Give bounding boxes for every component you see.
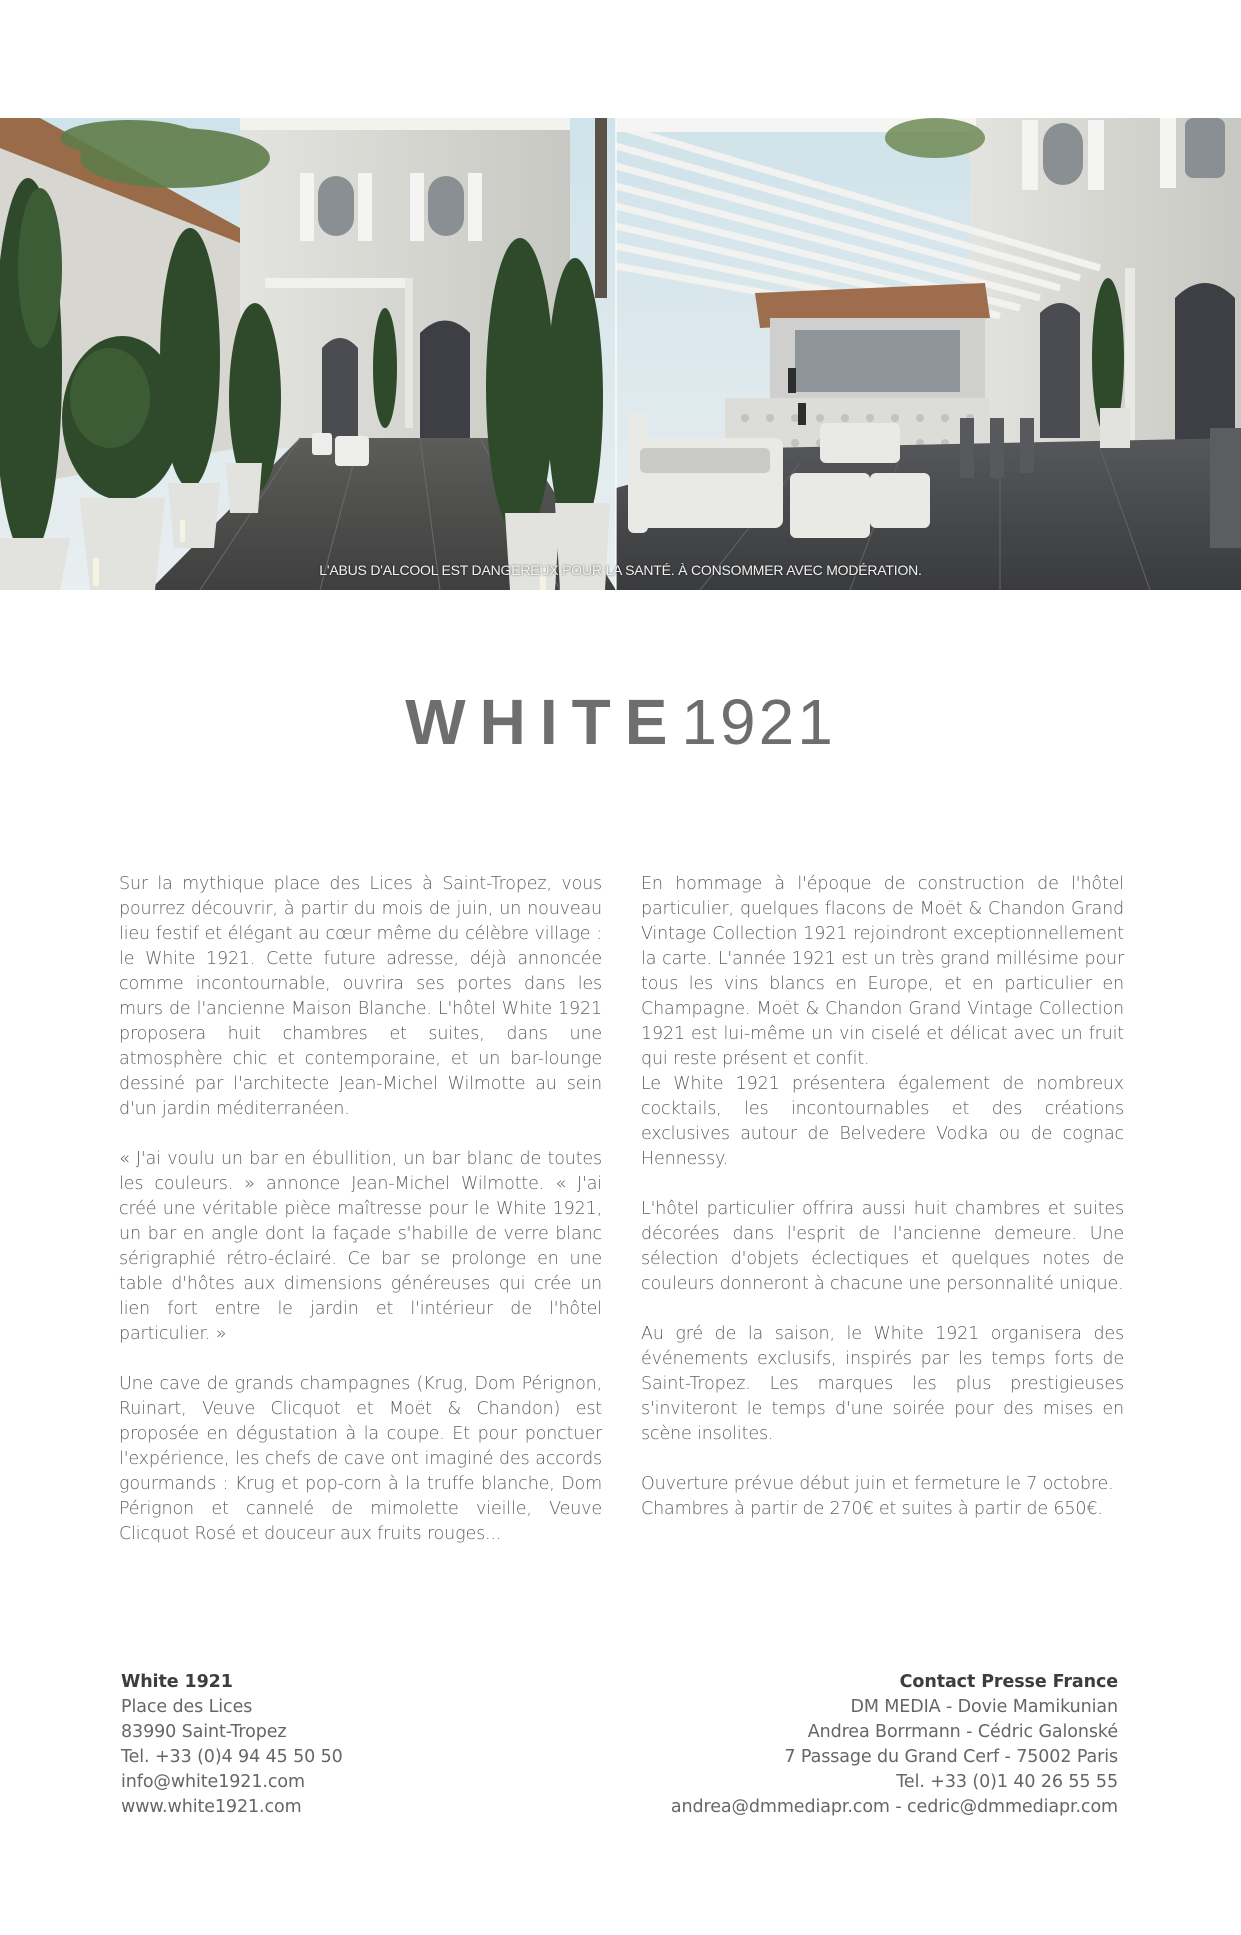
press-phone: Tel. +33 (0)1 40 26 55 55 xyxy=(896,1772,1118,1792)
hotel-email-link[interactable]: info@white1921.com xyxy=(121,1772,305,1792)
right-text-column xyxy=(641,872,1124,1547)
left-rendering xyxy=(0,118,616,590)
press-address: 7 Passage du Grand Cerf - 75002 Paris xyxy=(784,1747,1118,1767)
hotel-address-line1: Place des Lices xyxy=(121,1697,253,1717)
press-contact-heading: Contact Presse France xyxy=(899,1672,1118,1692)
page-title xyxy=(0,680,1241,764)
paragraph: Une cave de grands champagnes (Krug, Dom Pérignon, Ruinart, Veuve Clicquot et Moët & Chandon) est proposée en dégustation à la coupe. Et pour ponctuer l'expérience, les chefs de cave ont imaginé des accords gourmands : Krug et pop-corn à la truffe blanche, Dom Pérignon et cannelé de mimolette vieille, Veuve Clicquot Rosé et douceur aux fruits rouges... xyxy=(119,1374,602,1544)
alcohol-disclaimer: L'ABUS D'ALCOOL EST DANGEREUX POUR LA SANTÉ. À CONSOMMER AVEC MODÉRATION. xyxy=(319,562,922,578)
press-agency: DM MEDIA - Dovie Mamikunian xyxy=(850,1697,1118,1717)
press-contact-block xyxy=(671,1670,1118,1820)
press-email-links[interactable]: andrea@dmmediapr.com - cedric@dmmediapr.com xyxy=(670,1797,1118,1817)
hotel-address-line2: 83990 Saint-Tropez xyxy=(121,1722,287,1742)
paragraph: Le White 1921 présentera également de nombreux cocktails, les incontournables et des créations exclusives autour de Belvedere Vodka ou de cognac Hennessy. xyxy=(641,1074,1124,1169)
hero-photo-strip xyxy=(0,118,1241,590)
right-rendering xyxy=(616,118,1241,590)
opening-dates: Ouverture prévue début juin et fermeture le 7 octobre. xyxy=(641,1474,1114,1494)
title-white: WHITE xyxy=(405,686,682,758)
paragraph: Au gré de la saison, le White 1921 organisera des événements exclusifs, inspirés par les temps forts de Saint-Tropez. Les marques les plus prestigieuses s'inviteront le temps d'une soirée pour des mises en scène insolites. xyxy=(641,1324,1124,1444)
hotel-website-link[interactable]: www.white1921.com xyxy=(121,1797,302,1817)
paragraph: En hommage à l'époque de construction de l'hôtel particulier, quelques flacons de Moët & Chandon Grand Vintage Collection 1921 rejoindront exceptionnellement la carte. L'année 1921 est un très grand millésime pour tous les vins blancs en Europe, et en particulier en Champagne. Moët & Chandon Grand Vintage Collection 1921 est lui-même un vin ciselé et délicat avec un fruit qui reste présent et confit. xyxy=(641,874,1124,1069)
left-text-column xyxy=(119,872,602,1572)
hotel-phone: Tel. +33 (0)4 94 45 50 50 xyxy=(121,1747,343,1767)
paragraph: Sur la mythique place des Lices à Saint-Tropez, vous pourrez découvrir, à partir du mois de juin, un nouveau lieu festif et élégant au cœur même du célèbre village : le White 1921. Cette future adresse, déjà annoncée comme incontournable, ouvrira ses portes dans les murs de l'ancienne Maison Blanche. L'hôtel White 1921 proposera huit chambres et suites, dans une atmosphère chic et contemporaine, et un bar-lounge dessiné par l'architecte Jean-Michel Wilmotte au sein d'un jardin méditerranéen. xyxy=(119,874,602,1119)
title-year: 1921 xyxy=(681,686,836,758)
paragraph: L'hôtel particulier offrira aussi huit chambres et suites décorées dans l'esprit de l'ancienne demeure. Une sélection d'objets éclectiques et quelques notes de couleurs donneront à chacune une personnalité unique. xyxy=(641,1199,1124,1294)
hotel-contact-block xyxy=(121,1670,343,1820)
garden-terrace-renderings xyxy=(0,118,1241,590)
paragraph: « J'ai voulu un bar en ébullition, un bar blanc de toutes les couleurs. » annonce Jean-Michel Wilmotte. « J'ai créé une véritable pièce maîtresse pour le White 1921, un bar en angle dont la façade s'habille de verre blanc sérigraphié rétro-éclairé. Ce bar se prolonge en une table d'hôtes aux dimensions généreuses qui crée un lien fort entre le jardin et l'intérieur de l'hôtel particulier. » xyxy=(119,1149,602,1344)
hotel-name: White 1921 xyxy=(121,1672,233,1692)
press-people: Andrea Borrmann - Cédric Galonské xyxy=(807,1722,1118,1742)
room-prices: Chambres à partir de 270€ et suites à partir de 650€. xyxy=(641,1499,1103,1519)
paragraph xyxy=(641,1472,1124,1522)
